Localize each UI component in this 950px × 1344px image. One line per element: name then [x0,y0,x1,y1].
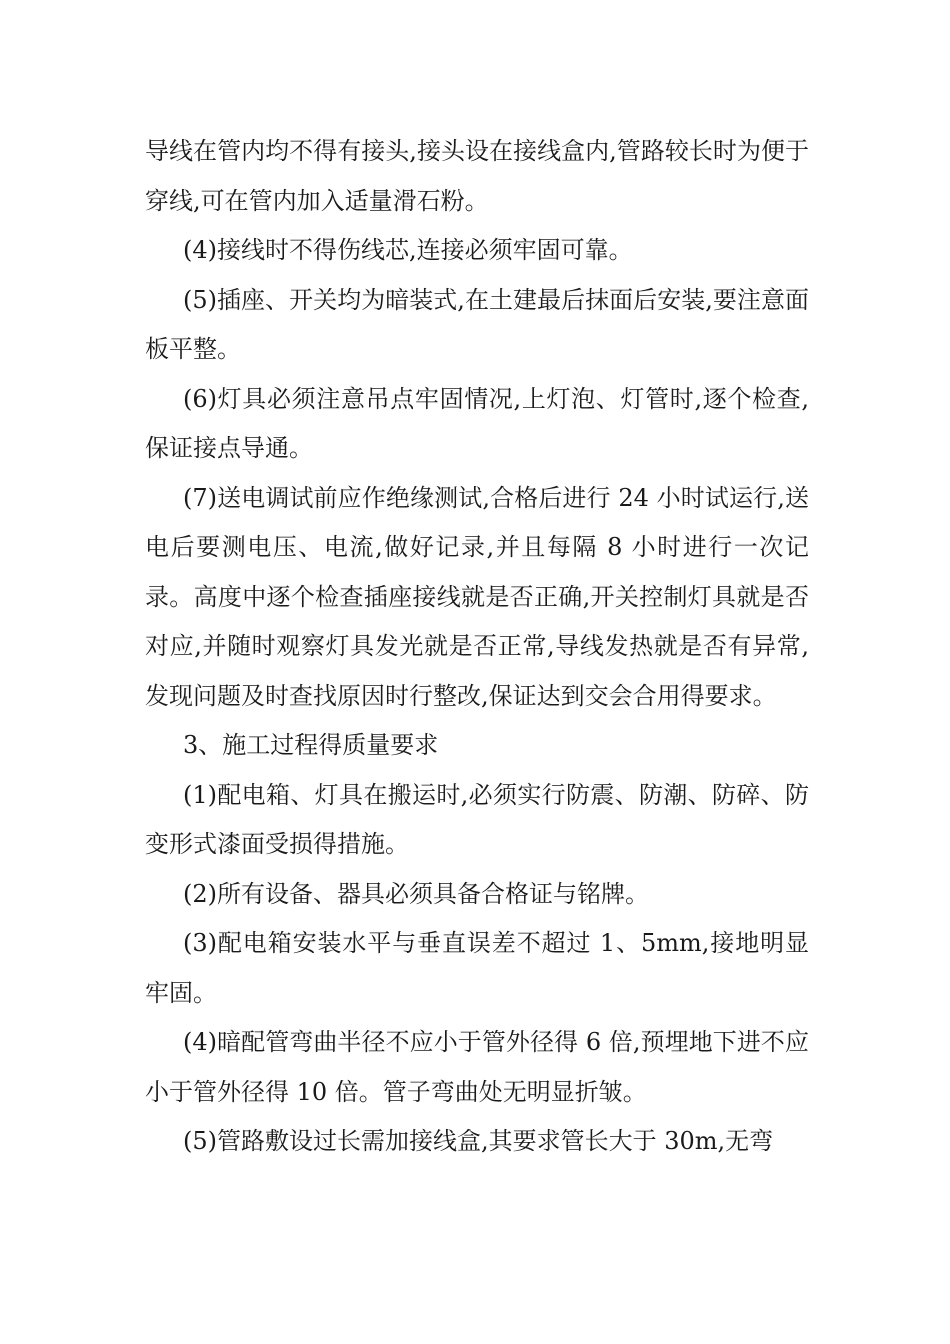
paragraph-quality-item-3: (3)配电箱安装水平与垂直误差不超过 1、5mm,接地明显牢固。 [145,929,809,1007]
paragraph-item-7: (7)送电调试前应作绝缘测试,合格后进行 24 小时试运行,送电后要测电压、电流,做好记录,并且每隔 8 小时进行一次记录。高度中逐个检查插座接线就是否正确,开关控制灯具就是否对应,并随时观察灯具发光就是否正常,导线发热就是否有异常,发现问题及时查找原因时行整改,保证达到交会合用得要求。 [145,483,809,710]
paragraph-quality-item-4: (4)暗配管弯曲半径不应小于管外径得 6 倍,预埋地下进不应小于管外径得 10 倍。管子弯曲处无明显折皱。 [145,1028,809,1106]
paragraph-item-4: (4)接线时不得伤线芯,连接必须牢固可靠。 [183,236,633,264]
paragraph-quality-item-2: (2)所有设备、器具必须具备合格证与铭牌。 [183,879,649,908]
paragraph-item-6: (6)灯具必须注意吊点牢固情况,上灯泡、灯管时,逐个检查,保证接点导通。 [145,384,809,462]
section-heading-quality-requirements: 3、施工过程得质量要求 [183,731,439,759]
paragraph-quality-item-1: (1)配电箱、灯具在搬运时,必须实行防震、防潮、防碎、防变形式漆面受损得措施。 [145,780,809,858]
paragraph-wire-joints: 导线在管内均不得有接头,接头设在接线盒内,管路较长时为便于穿线,可在管内加入适量滑石粉。 [145,137,809,215]
document-body [145,127,809,1167]
paragraph-item-5: (5)插座、开关均为暗装式,在土建最后抹面后安装,要注意面板平整。 [145,285,809,363]
paragraph-quality-item-5: (5)管路敷设过长需加接线盒,其要求管长大于 30m,无弯 [183,1127,774,1155]
